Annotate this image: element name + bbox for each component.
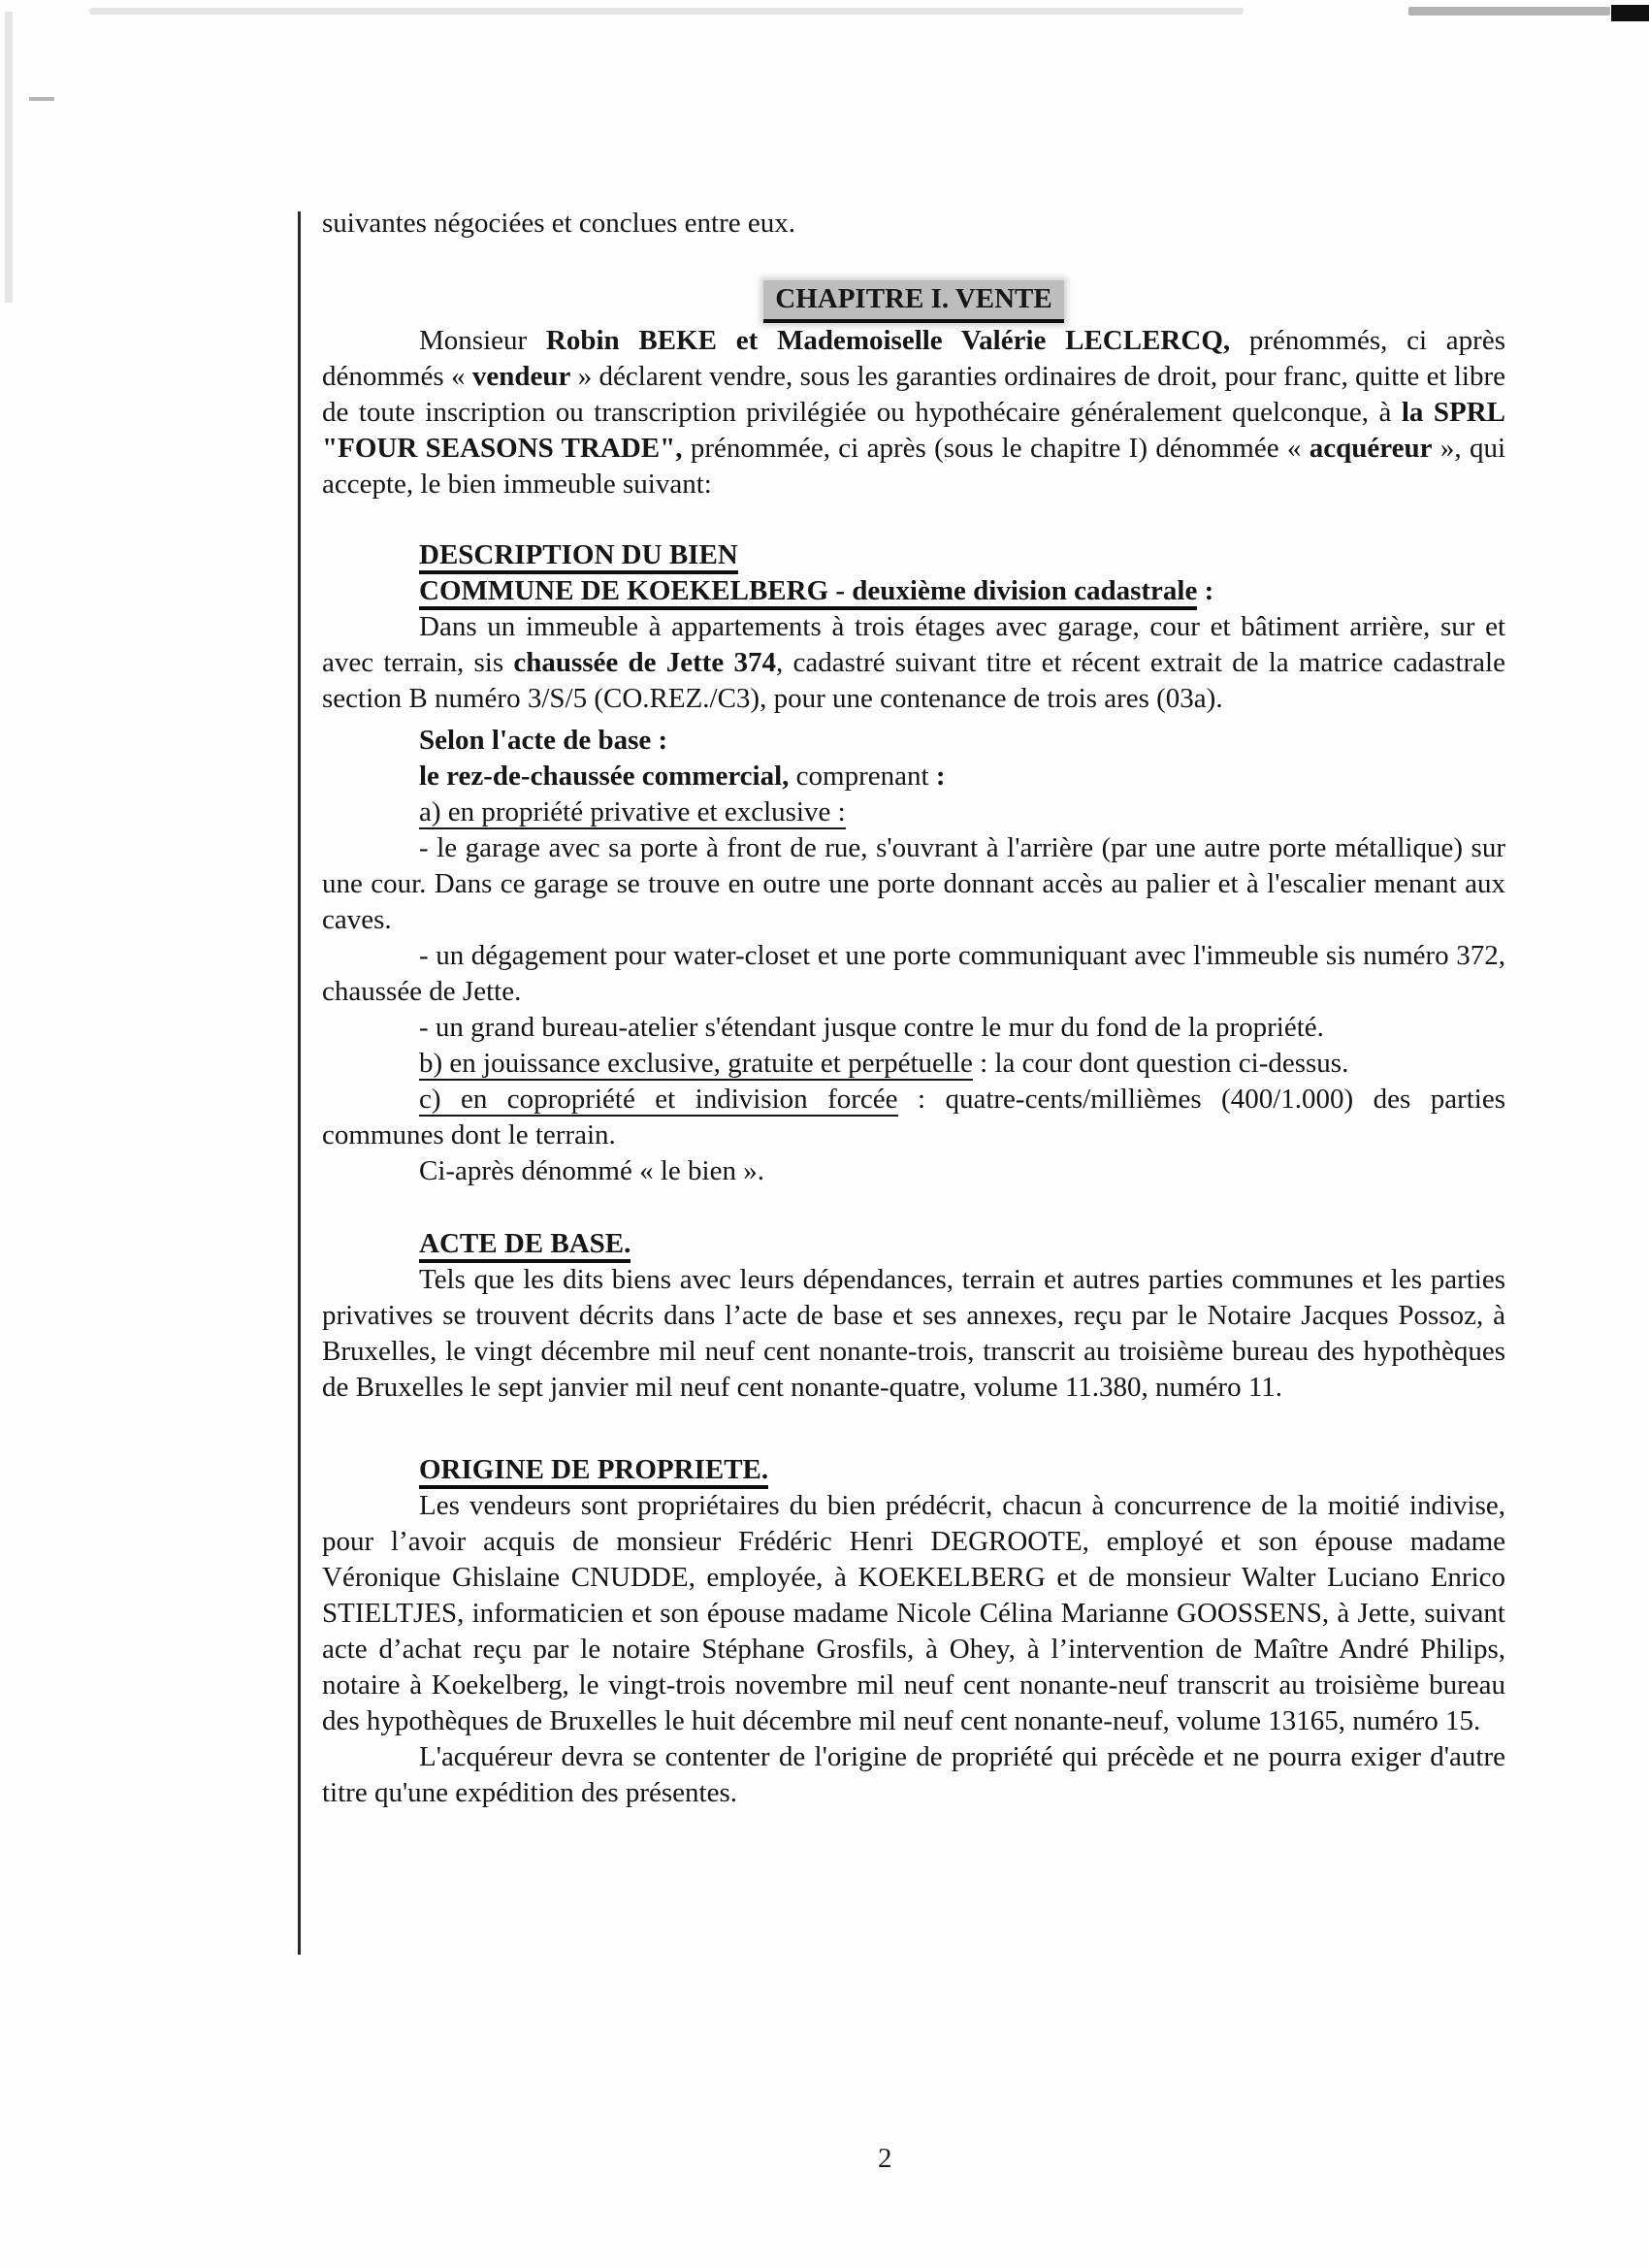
heading-colon: : xyxy=(1197,575,1214,606)
scan-edge-smudge xyxy=(5,12,13,303)
sale-text: prénommés, ci après dénommés « xyxy=(322,325,1505,392)
paragraph-rez-de-chaussee xyxy=(322,759,1505,794)
scan-streak-artifact xyxy=(89,8,1244,15)
vendeur-term: vendeur xyxy=(471,361,571,392)
heading-text: COMMUNE DE KOEKELBERG - deuxième division cadastrale xyxy=(419,575,1197,610)
scan-streak-artifact xyxy=(1408,7,1610,16)
property-text: , cadastré suivant titre et récent extrait de la matrice cadastrale section B numéro 3/S/5 (CO.REZ./C3), pour une contenance de trois ares (03a). xyxy=(322,647,1505,714)
heading-text: ACTE DE BASE. xyxy=(419,1228,630,1263)
paragraph-bureau-atelier: - un grand bureau-atelier s'étendant jusque contre le mur du fond de la propriété. xyxy=(419,1012,1324,1043)
paragraph-garage: - le garage avec sa porte à front de rue, s'ouvrant à l'arrière (par une autre porte métallique) sur une cour. Dans ce garage se trouve en outre une porte donnant accès au palier et à l'escalier menant aux caves. xyxy=(322,832,1505,935)
sale-text: Monsieur xyxy=(419,325,546,356)
seller-names: Robin BEKE et Mademoiselle Valérie LECLERCQ, xyxy=(545,325,1231,356)
heading-commune xyxy=(322,573,1505,609)
chapter-heading-text: CHAPITRE I. VENTE xyxy=(763,280,1064,323)
heading-description-du-bien xyxy=(322,537,1505,573)
buyer-company: la SPRL "FOUR SEASONS TRADE", xyxy=(322,397,1505,464)
scan-dash-artifact xyxy=(29,97,54,101)
scan-corner-mark xyxy=(1611,5,1649,21)
sale-text: », qui accepte, le bien immeuble suivant: xyxy=(322,433,1505,500)
item-a-title: a) en propriété privative et exclusive : xyxy=(419,796,846,827)
sale-text: prénommée, ci après (sous le chapitre I) dénommée « xyxy=(682,433,1310,464)
item-c-copropriete xyxy=(322,1082,1505,1153)
paragraph-property-description xyxy=(322,609,1505,717)
item-b-title: b) en jouissance exclusive, gratuite et perpétuelle xyxy=(419,1048,973,1079)
margin-rule xyxy=(298,211,301,1955)
deed-text-column xyxy=(322,206,1505,1811)
acquereur-term: acquéreur xyxy=(1309,433,1433,464)
subheading-selon-acte-de-base: Selon l'acte de base : xyxy=(419,725,668,756)
rez-colon: : xyxy=(935,761,946,792)
chapter-heading xyxy=(322,280,1505,323)
heading-origine-de-propriete xyxy=(322,1452,1505,1488)
item-c-text: : quatre-cents/millièmes (400/1.000) des parties communes dont le terrain. xyxy=(322,1084,1506,1150)
item-b-text: : la cour dont question ci-dessus. xyxy=(972,1048,1349,1079)
paragraph-acquereur-titre: L'acquéreur devra se contenter de l'origine de propriété qui précède et ne pourra exiger d'autre titre qu'une expédition des présentes. xyxy=(322,1741,1505,1808)
sale-text: » déclarent vendre, sous les garanties ordinaires de droit, pour franc, quitte et libre de toute inscription ou transcription privilégiée ou hypothécaire généralement quelconque, à xyxy=(322,361,1505,428)
item-b-jouissance xyxy=(322,1046,1505,1082)
paragraph-origine-de-propriete: Les vendeurs sont propriétaires du bien prédécrit, chacun à concurrence de la moitié indivise, pour l’avoir acquis de monsieur Frédéric Henri DEGROOTE, employé et son épouse madame Véronique Ghislaine CNUDDE, employée, à KOEKELBERG et de monsieur Walter Luciano Enrico STIELTJES, informaticien et son épouse madame Nicole Célina Marianne GOOSSENS, à Jette, suivant acte d’achat reçu par le notaire Stéphane Grosfils, à Ohey, à l’intervention de Maître André Philips, notaire à Koekelberg, le vingt-trois novembre mil neuf cent nonante-neuf transcrit au troisième bureau des hypothèques de Bruxelles le huit décembre mil neuf cent nonante-neuf, volume 13165, numéro 15. xyxy=(322,1490,1505,1736)
page-number: 2 xyxy=(878,2143,892,2174)
item-a-propriete-privative xyxy=(322,794,1505,830)
item-c-title: c) en copropriété et indivision forcée xyxy=(419,1084,898,1115)
property-text: Dans un immeuble à appartements à trois étages avec garage, cour et bâtiment arrière, sur et avec terrain, sis xyxy=(322,611,1505,678)
paragraph-sale xyxy=(322,323,1505,502)
paragraph-ci-apres: Ci-après dénommé « le bien ». xyxy=(419,1155,764,1186)
heading-acte-de-base xyxy=(322,1226,1505,1262)
rez-text: comprenant xyxy=(789,761,936,792)
paragraph-acte-de-base: Tels que les dits biens avec leurs dépendances, terrain et autres parties communes et les parties privatives se trouvent décrits dans l’acte de base et ses annexes, reçu par le Notaire Jacques Possoz, à Bruxelles, le vingt décembre mil neuf cent nonante-trois, transcrit au troisième bureau des hypothèques de Bruxelles le sept janvier mil neuf cent nonante-quatre, volume 11.380, numéro 11. xyxy=(322,1264,1505,1403)
paragraph-continuation: suivantes négociées et conclues entre eux. xyxy=(322,208,795,239)
rez-bold-text: le rez-de-chaussée commercial, xyxy=(419,761,790,792)
heading-text: DESCRIPTION DU BIEN xyxy=(419,539,738,574)
property-address: chaussée de Jette 374 xyxy=(513,647,777,678)
heading-text: ORIGINE DE PROPRIETE. xyxy=(419,1454,768,1489)
paragraph-degagement: - un dégagement pour water-closet et une porte communiquant avec l'immeuble sis numéro 372, chaussée de Jette. xyxy=(322,940,1505,1007)
